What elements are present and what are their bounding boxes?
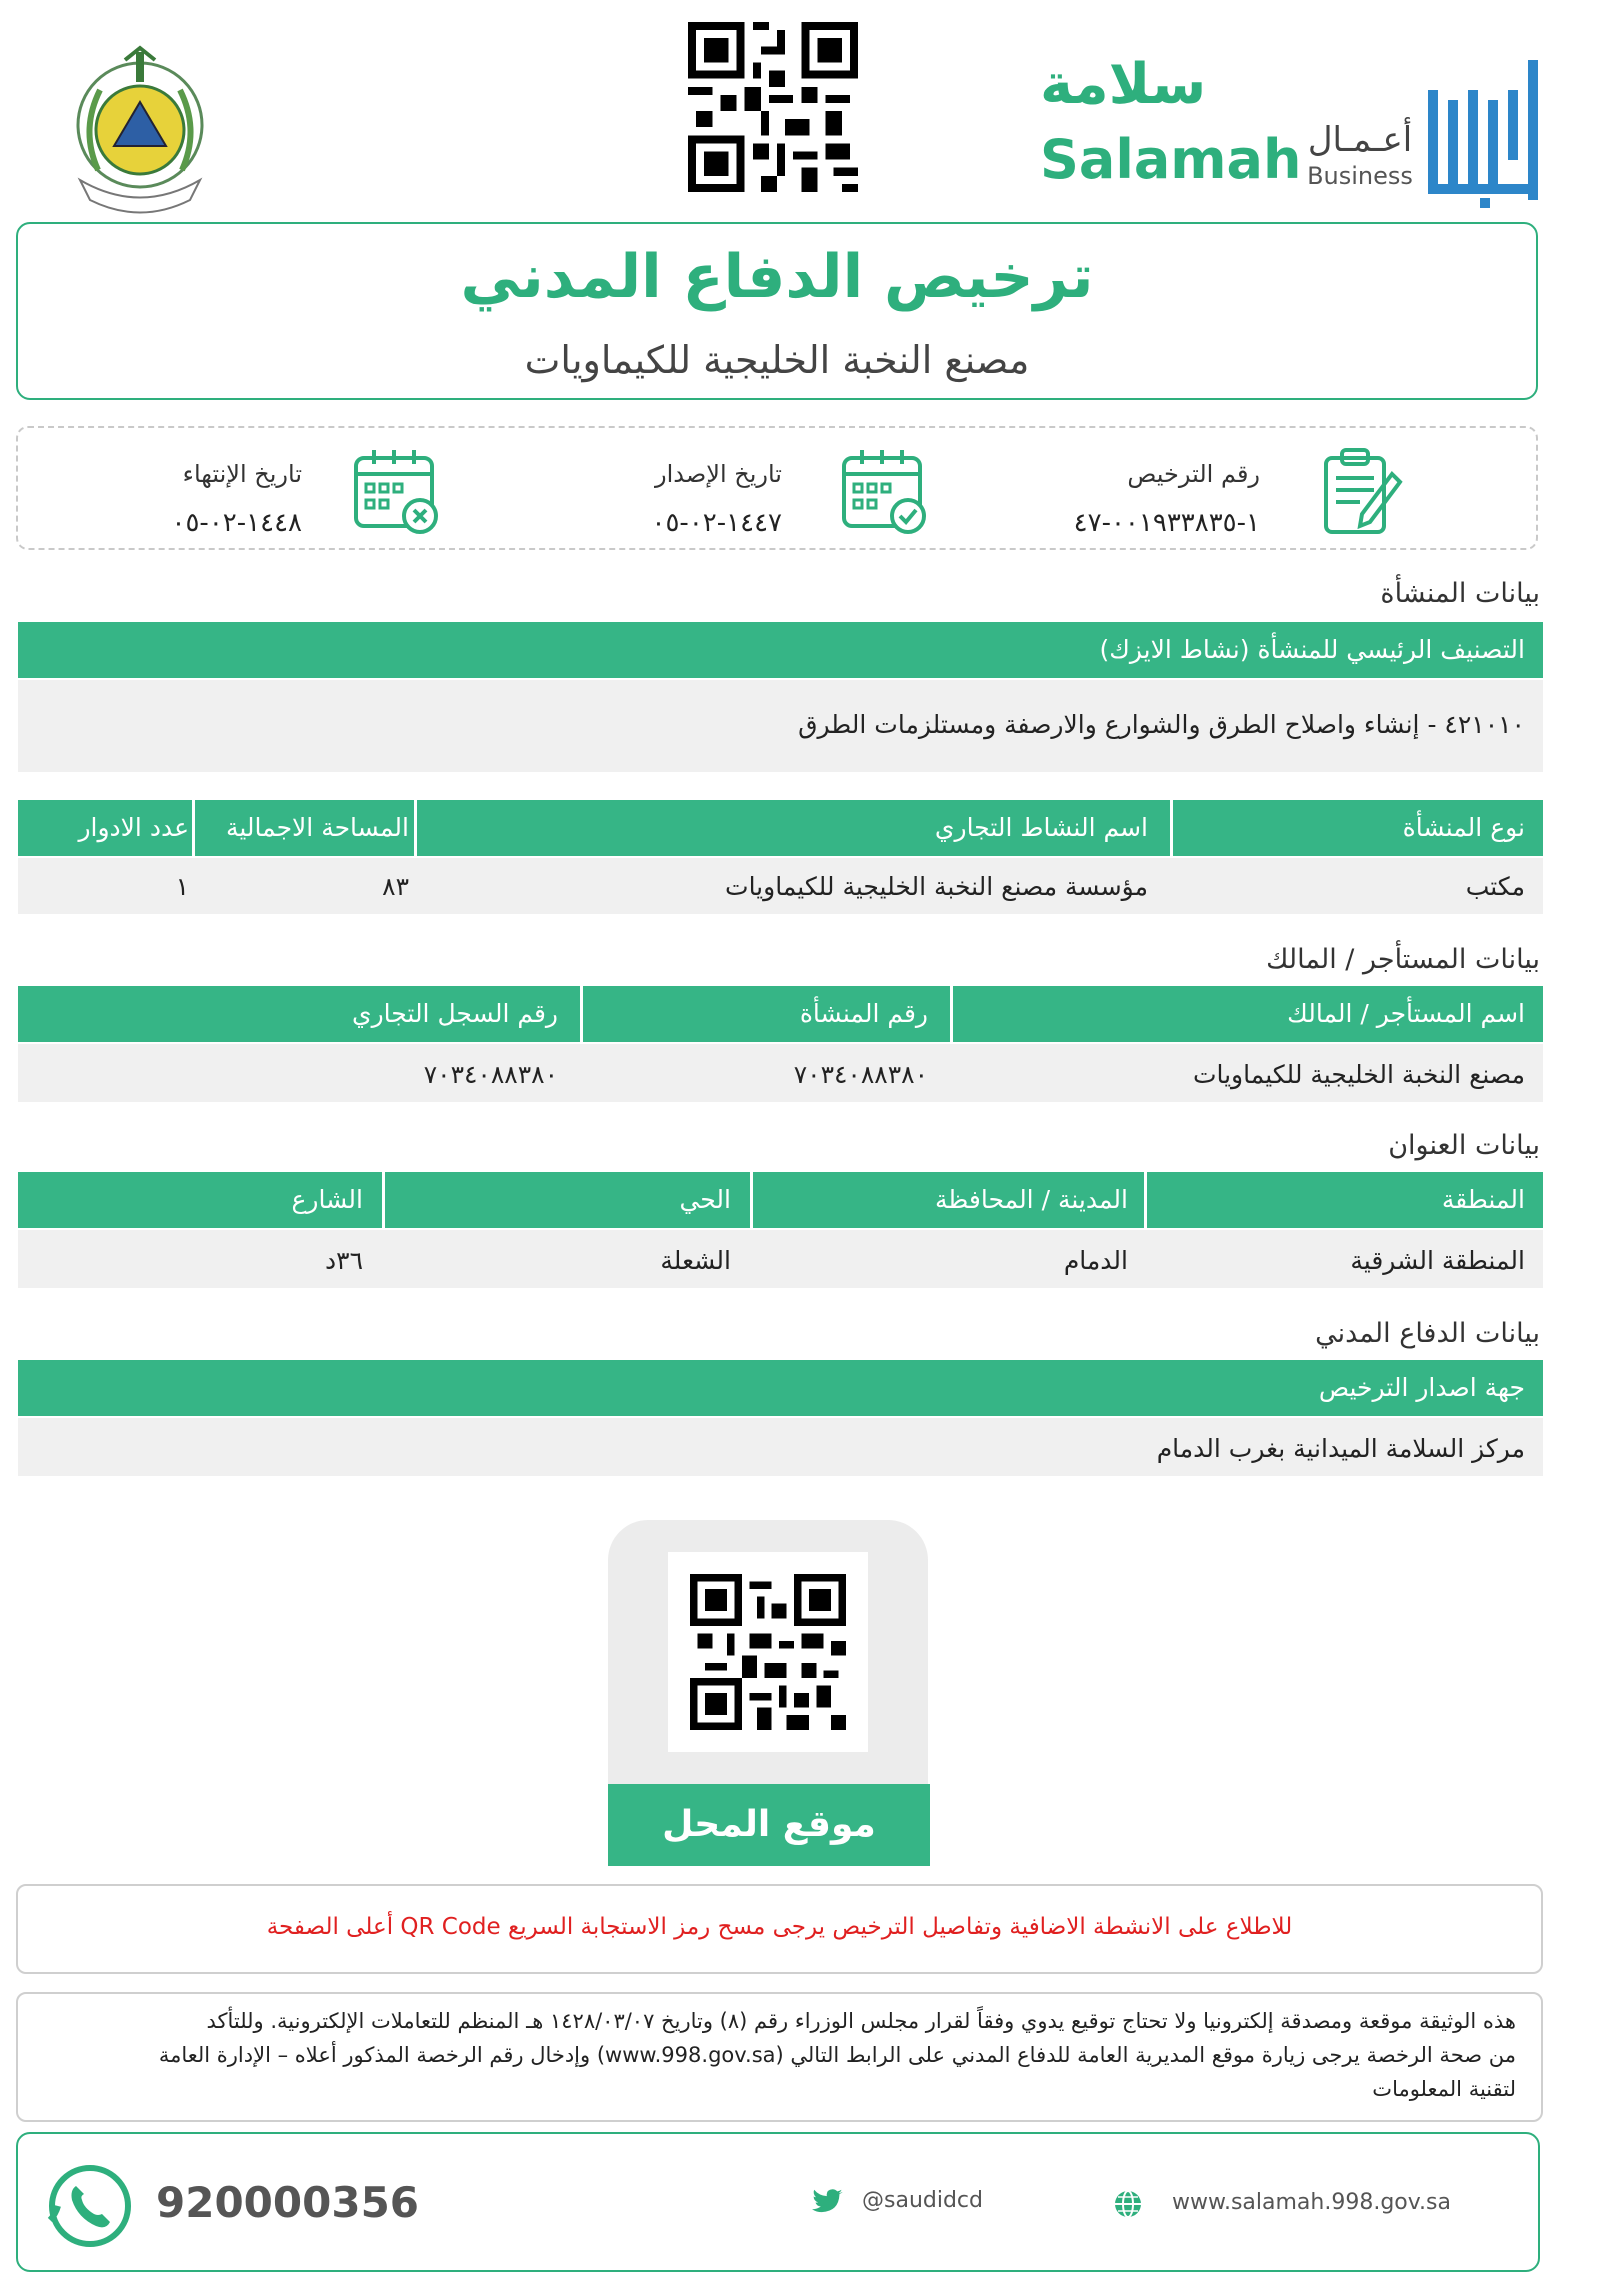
floors-value: ١ [175, 872, 189, 901]
classification-value: ٤٢١٠١٠ - إنشاء واصلاح الطرق والشوارع والارصفة ومستلزمات الطرق [798, 710, 1525, 739]
district-header: الحي [679, 1185, 731, 1214]
facility-section-title: بيانات المنشأة [1380, 578, 1540, 609]
issuer-header: جهة اصدار الترخيص [1318, 1373, 1525, 1402]
commercial-register-header: رقم السجل التجاري [352, 999, 558, 1028]
street-value: ٣٦د [325, 1246, 363, 1275]
expiry-date-label: تاريخ الإنتهاء [182, 460, 302, 488]
facility-type-header: نوع المنشأة [1402, 813, 1525, 842]
column-divider [382, 1172, 385, 1228]
column-divider [192, 800, 195, 856]
classification-row [18, 680, 1543, 772]
location-qr-code[interactable] [690, 1574, 846, 1730]
qr-notice-text: للاطلاع على الانشطة الاضافية وتفاصيل الترخيص يرجى مسح رمز الاستجابة السريع QR Code أعلى الصفحة [266, 1914, 1293, 1940]
facility-table-row [18, 858, 1543, 914]
twitter-icon [812, 2188, 844, 2216]
classification-header: التصنيف الرئيسي للمنشأة (نشاط الايزك) [1099, 635, 1525, 664]
total-area-header: المساحة الاجمالية [225, 813, 409, 842]
store-location-button[interactable]: موقع المحل [608, 1784, 930, 1866]
salamah-english-logo: Salamah [1040, 128, 1302, 191]
calendar-check-icon [836, 444, 932, 540]
issue-date-label: تاريخ الإصدار [655, 460, 782, 488]
website-link[interactable]: www.salamah.998.gov.sa [1172, 2190, 1451, 2215]
owner-table-row [18, 1044, 1543, 1102]
civil-defense-section-title: بيانات الدفاع المدني [1315, 1318, 1540, 1349]
calendar-cancel-icon [348, 444, 444, 540]
region-header: المنطقة [1441, 1185, 1525, 1214]
legal-notice-line: من صحة الرخصة يرجى زيارة موقع المديرية العامة للدفاع المدني على الرابط التالي (www.998.gov.sa) وإدخال رقم الرخصة المذكور أعلاه – الإدارة العامة [158, 2043, 1516, 2067]
issuer-row [18, 1418, 1543, 1476]
expiry-date-value: ١٤٤٨-٠٢-٠٥ [171, 508, 302, 538]
address-table-header [18, 1172, 1543, 1228]
trade-name-header: اسم النشاط التجاري [934, 813, 1148, 842]
amal-brand-mark [1420, 50, 1570, 210]
phone-number[interactable]: 920000356 [156, 2178, 420, 2227]
legal-notice-line: هذه الوثيقة موقعة ومصدقة إلكترونيا ولا تحتاج توقيع يدوي وفقاً لقرار مجلس الوزراء رقم (٨) وتاريخ ١٤٢٨/٠٣/٠٧ هـ المنظم للتعاملات الإلكترونية. وللتأكد [206, 2009, 1516, 2033]
facility-number-header: رقم المنشأة [799, 999, 928, 1028]
column-divider [1144, 1172, 1147, 1228]
column-divider [950, 986, 953, 1042]
phone-icon [44, 2160, 136, 2252]
total-area-value: ٨٣ [382, 872, 409, 901]
owner-section-title: بيانات المستأجر / المالك [1266, 944, 1540, 975]
issuer-header-bar [18, 1360, 1543, 1416]
commercial-register-value: ٧٠٣٤٠٨٨٣٨٠ [423, 1060, 558, 1089]
owner-name-value: مصنع النخبة الخليجية للكيماويات [1192, 1060, 1525, 1089]
floors-header: عدد الادوار [78, 813, 189, 842]
license-number-value: ١-٠٠١٩٣٣٨٣٥-٤٧ [1073, 508, 1260, 538]
address-section-title: بيانات العنوان [1388, 1130, 1540, 1161]
street-header: الشارع [291, 1185, 363, 1214]
owner-name-header: اسم المستأجر / المالك [1287, 999, 1525, 1028]
globe-icon [1112, 2188, 1144, 2220]
owner-table-header [18, 986, 1543, 1042]
column-divider [750, 1172, 753, 1228]
license-number-label: رقم الترخيص [1127, 460, 1260, 488]
city-header: المدينة / المحافظة [935, 1185, 1128, 1214]
city-value: الدمام [1063, 1246, 1128, 1275]
twitter-handle[interactable]: @saudidcd [862, 2188, 983, 2213]
civil-defense-logo [40, 30, 240, 220]
salamah-arabic-logo: سلامة [1040, 52, 1207, 117]
top-qr-code[interactable] [688, 22, 858, 192]
issue-date-value: ١٤٤٧-٠٢-٠٥ [651, 508, 782, 538]
classification-header-bar [18, 622, 1543, 678]
district-value: الشعلة [660, 1246, 731, 1275]
column-divider [1170, 800, 1173, 856]
trade-name-value: مؤسسة مصنع النخبة الخليجية للكيماويات [725, 872, 1148, 901]
facility-type-value: مكتب [1465, 872, 1525, 901]
address-table-row [18, 1230, 1543, 1288]
column-divider [414, 800, 417, 856]
facility-number-value: ٧٠٣٤٠٨٨٣٨٠ [793, 1060, 928, 1089]
facility-name-subtitle: مصنع النخبة الخليجية للكيماويات [524, 338, 1030, 382]
facility-table-header [18, 800, 1543, 856]
legal-notice-line: لتقنية المعلومات [1372, 2077, 1516, 2101]
document-title: ترخيص الدفاع المدني [460, 242, 1094, 312]
issuer-value: مركز السلامة الميدانية بغرب الدمام [1156, 1434, 1525, 1463]
column-divider [580, 986, 583, 1042]
legal-notice-text [46, 2004, 1516, 2106]
amal-arabic-logo: أعـمـال [1307, 120, 1413, 160]
amal-english-logo: Business [1307, 162, 1413, 190]
region-value: المنطقة الشرقية [1350, 1246, 1525, 1275]
license-document-icon [1312, 444, 1408, 540]
